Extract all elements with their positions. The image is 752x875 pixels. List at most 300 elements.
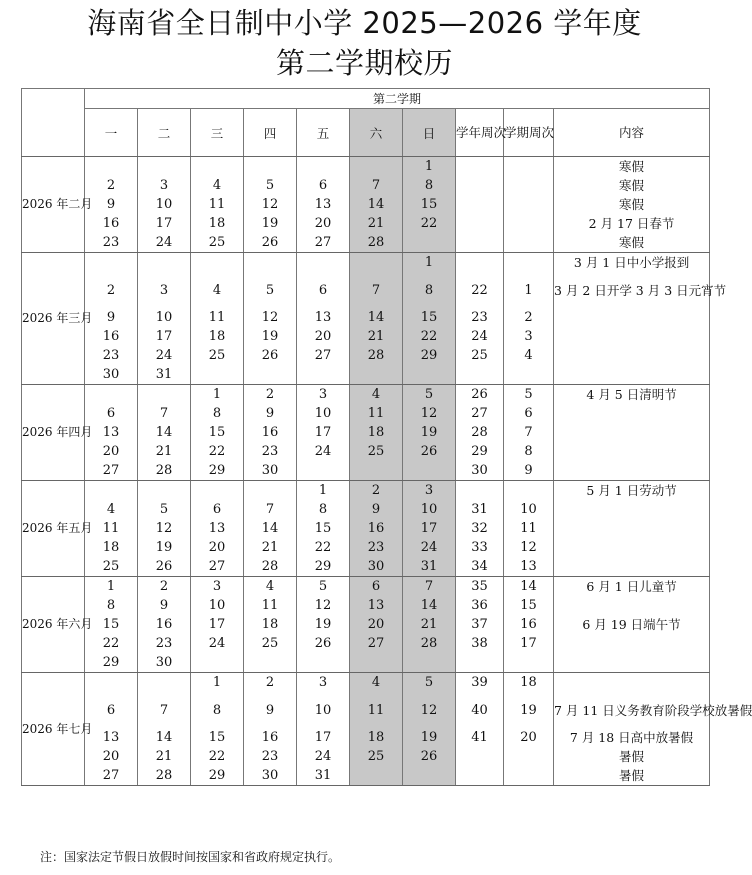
day-cell: 15 xyxy=(191,728,244,747)
term-week-cell xyxy=(504,157,554,177)
term-week-cell: 10 xyxy=(504,500,554,519)
day-cell: 28 xyxy=(350,346,403,365)
weekday-header: 三 xyxy=(191,109,244,157)
calendar-week-row xyxy=(22,653,710,673)
day-cell xyxy=(244,253,297,273)
term-week-cell: 19 xyxy=(504,692,554,728)
day-cell xyxy=(85,253,138,273)
day-cell: 4 xyxy=(85,500,138,519)
calendar-week-row xyxy=(22,596,710,615)
day-cell: 9 xyxy=(244,692,297,728)
day-cell: 15 xyxy=(403,195,456,214)
calendar-week-row xyxy=(22,233,710,253)
term-week-cell: 6 xyxy=(504,404,554,423)
day-cell: 28 xyxy=(138,461,191,481)
term-week-cell: 4 xyxy=(504,346,554,365)
day-cell: 22 xyxy=(403,327,456,346)
calendar-body xyxy=(22,157,752,786)
day-cell: 13 xyxy=(85,728,138,747)
day-cell: 31 xyxy=(138,365,191,385)
day-cell: 30 xyxy=(350,557,403,577)
month-label: 2026 年七月 xyxy=(22,673,85,786)
day-cell: 22 xyxy=(191,442,244,461)
day-cell xyxy=(191,253,244,273)
day-cell xyxy=(138,673,191,693)
day-cell: 25 xyxy=(191,346,244,365)
day-cell: 24 xyxy=(297,442,350,461)
day-cell: 16 xyxy=(85,327,138,346)
term-week-cell xyxy=(504,233,554,253)
term-week-cell: 15 xyxy=(504,596,554,615)
day-cell: 24 xyxy=(297,747,350,766)
day-cell: 17 xyxy=(138,327,191,346)
day-cell: 6 xyxy=(297,272,350,308)
day-cell: 18 xyxy=(350,728,403,747)
weekday-header: 一 xyxy=(85,109,138,157)
school-week-cell: 32 xyxy=(456,519,504,538)
day-cell xyxy=(191,157,244,177)
content-cell: 暑假 xyxy=(554,747,710,766)
content-cell xyxy=(554,653,710,673)
day-cell: 13 xyxy=(297,195,350,214)
day-cell: 25 xyxy=(191,233,244,253)
day-cell: 23 xyxy=(138,634,191,653)
day-cell: 28 xyxy=(244,557,297,577)
day-cell: 19 xyxy=(244,214,297,233)
day-cell: 4 xyxy=(191,272,244,308)
content-cell: 5 月 1 日劳动节 xyxy=(554,481,710,501)
calendar-week-row xyxy=(22,308,710,327)
day-cell: 20 xyxy=(350,615,403,634)
day-cell: 15 xyxy=(297,519,350,538)
day-cell xyxy=(85,673,138,693)
school-week-cell: 29 xyxy=(456,442,504,461)
day-cell: 7 xyxy=(138,404,191,423)
day-cell xyxy=(244,157,297,177)
content-cell: 6 月 1 日儿童节 xyxy=(554,577,710,597)
day-cell xyxy=(191,653,244,673)
day-cell: 29 xyxy=(85,653,138,673)
day-cell: 23 xyxy=(244,442,297,461)
day-cell: 6 xyxy=(350,577,403,597)
calendar-week-row xyxy=(22,673,710,693)
day-cell: 15 xyxy=(191,423,244,442)
term-week-cell: 9 xyxy=(504,461,554,481)
day-cell: 30 xyxy=(85,365,138,385)
school-week-cell xyxy=(456,214,504,233)
day-cell: 27 xyxy=(297,233,350,253)
day-cell xyxy=(138,157,191,177)
day-cell xyxy=(191,481,244,501)
day-cell: 1 xyxy=(191,385,244,405)
day-cell: 22 xyxy=(191,747,244,766)
day-cell xyxy=(350,461,403,481)
content-cell: 寒假 xyxy=(554,233,710,253)
day-cell xyxy=(191,365,244,385)
day-cell: 23 xyxy=(85,233,138,253)
content-cell xyxy=(554,423,710,442)
day-cell: 13 xyxy=(191,519,244,538)
day-cell: 18 xyxy=(244,615,297,634)
day-cell: 16 xyxy=(85,214,138,233)
day-cell: 17 xyxy=(138,214,191,233)
school-week-header: 学年周次 xyxy=(456,109,504,157)
day-cell: 22 xyxy=(403,214,456,233)
weekday-header: 日 xyxy=(403,109,456,157)
semester-label: 第二学期 xyxy=(85,89,710,109)
term-week-cell: 3 xyxy=(504,327,554,346)
school-week-cell: 41 xyxy=(456,728,504,747)
term-week-cell xyxy=(504,365,554,385)
weekday-header: 六 xyxy=(350,109,403,157)
school-week-cell xyxy=(456,481,504,501)
day-cell: 23 xyxy=(244,747,297,766)
day-cell: 25 xyxy=(350,442,403,461)
content-cell: 6 月 19 日端午节 xyxy=(554,615,710,634)
day-cell: 16 xyxy=(350,519,403,538)
day-cell: 3 xyxy=(138,272,191,308)
day-cell: 2 xyxy=(85,176,138,195)
day-cell: 21 xyxy=(138,442,191,461)
term-week-header: 学期周次 xyxy=(504,109,554,157)
day-cell xyxy=(85,385,138,405)
calendar-week-row xyxy=(22,385,710,405)
term-week-cell xyxy=(504,253,554,273)
day-cell: 14 xyxy=(244,519,297,538)
day-cell: 26 xyxy=(138,557,191,577)
content-cell xyxy=(554,461,710,481)
school-week-cell: 38 xyxy=(456,634,504,653)
term-week-cell xyxy=(504,195,554,214)
day-cell: 26 xyxy=(244,233,297,253)
school-week-cell: 25 xyxy=(456,346,504,365)
school-week-cell: 27 xyxy=(456,404,504,423)
day-cell: 1 xyxy=(403,157,456,177)
term-week-cell xyxy=(504,766,554,786)
day-cell: 6 xyxy=(85,404,138,423)
content-cell xyxy=(554,346,710,365)
content-cell xyxy=(554,327,710,346)
day-cell: 5 xyxy=(403,673,456,693)
calendar-week-row xyxy=(22,327,710,346)
day-cell: 27 xyxy=(85,766,138,786)
content-cell: 寒假 xyxy=(554,176,710,195)
term-week-cell: 20 xyxy=(504,728,554,747)
term-week-cell: 18 xyxy=(504,673,554,693)
day-cell: 13 xyxy=(297,308,350,327)
day-cell: 13 xyxy=(85,423,138,442)
term-week-cell xyxy=(504,176,554,195)
day-cell: 8 xyxy=(403,272,456,308)
term-week-cell xyxy=(504,214,554,233)
day-cell: 11 xyxy=(85,519,138,538)
content-cell: 3 月 2 日开学 3 月 3 日元宵节 xyxy=(554,272,710,308)
day-cell: 26 xyxy=(297,634,350,653)
day-cell: 21 xyxy=(350,214,403,233)
school-week-cell: 34 xyxy=(456,557,504,577)
day-cell: 18 xyxy=(350,423,403,442)
day-cell: 19 xyxy=(403,728,456,747)
day-cell: 14 xyxy=(350,195,403,214)
day-cell: 7 xyxy=(244,500,297,519)
day-cell: 3 xyxy=(297,385,350,405)
day-cell xyxy=(138,253,191,273)
day-cell: 3 xyxy=(297,673,350,693)
calendar-week-row xyxy=(22,538,710,557)
day-cell: 27 xyxy=(85,461,138,481)
day-cell: 9 xyxy=(85,195,138,214)
day-cell: 24 xyxy=(138,346,191,365)
day-cell: 1 xyxy=(85,577,138,597)
content-cell xyxy=(554,557,710,577)
day-cell: 11 xyxy=(244,596,297,615)
day-cell: 16 xyxy=(138,615,191,634)
day-cell: 14 xyxy=(350,308,403,327)
day-cell xyxy=(244,365,297,385)
school-week-cell xyxy=(456,233,504,253)
day-cell xyxy=(297,461,350,481)
calendar-week-row xyxy=(22,766,710,786)
footnote: 注：国家法定节假日放假时间按国家和省政府规定执行。 xyxy=(40,850,341,864)
day-cell xyxy=(403,653,456,673)
term-week-cell xyxy=(504,747,554,766)
month-label: 2026 年四月 xyxy=(22,385,85,481)
calendar-week-row xyxy=(22,461,710,481)
day-cell: 17 xyxy=(297,728,350,747)
school-week-cell xyxy=(456,766,504,786)
calendar-week-row xyxy=(22,253,710,273)
day-cell: 20 xyxy=(85,747,138,766)
calendar-week-row xyxy=(22,404,710,423)
day-cell: 22 xyxy=(297,538,350,557)
day-cell xyxy=(297,253,350,273)
day-cell: 2 xyxy=(350,481,403,501)
content-cell: 寒假 xyxy=(554,195,710,214)
day-cell: 9 xyxy=(244,404,297,423)
calendar-week-row xyxy=(22,272,710,308)
day-cell: 18 xyxy=(85,538,138,557)
day-cell: 29 xyxy=(297,557,350,577)
calendar-week-row xyxy=(22,176,710,195)
term-week-cell: 16 xyxy=(504,615,554,634)
day-cell: 27 xyxy=(350,634,403,653)
day-cell: 17 xyxy=(297,423,350,442)
day-cell: 29 xyxy=(191,461,244,481)
term-week-cell: 13 xyxy=(504,557,554,577)
day-cell: 25 xyxy=(350,747,403,766)
day-cell: 5 xyxy=(138,500,191,519)
weekday-header: 五 xyxy=(297,109,350,157)
day-cell: 4 xyxy=(191,176,244,195)
content-cell: 3 月 1 日中小学报到 xyxy=(554,253,710,273)
day-cell: 20 xyxy=(191,538,244,557)
school-week-cell: 28 xyxy=(456,423,504,442)
content-cell: 暑假 xyxy=(554,766,710,786)
day-cell: 24 xyxy=(138,233,191,253)
day-cell: 24 xyxy=(403,538,456,557)
day-cell xyxy=(403,233,456,253)
title-line-1: 海南省全日制中小学 2025—2026 学年度 xyxy=(87,6,642,40)
day-cell: 21 xyxy=(403,615,456,634)
day-cell xyxy=(403,461,456,481)
day-cell xyxy=(350,766,403,786)
school-week-cell xyxy=(456,195,504,214)
day-cell: 29 xyxy=(403,346,456,365)
day-cell: 1 xyxy=(297,481,350,501)
calendar-week-row xyxy=(22,346,710,365)
day-cell: 2 xyxy=(244,673,297,693)
term-week-cell: 11 xyxy=(504,519,554,538)
content-cell xyxy=(554,538,710,557)
school-week-cell: 23 xyxy=(456,308,504,327)
day-cell: 8 xyxy=(297,500,350,519)
school-week-cell xyxy=(456,157,504,177)
term-week-cell: 12 xyxy=(504,538,554,557)
day-cell: 5 xyxy=(244,176,297,195)
day-cell: 6 xyxy=(297,176,350,195)
content-cell xyxy=(554,500,710,519)
day-cell: 12 xyxy=(297,596,350,615)
school-week-cell: 22 xyxy=(456,272,504,308)
day-cell: 29 xyxy=(191,766,244,786)
content-cell: 7 月 11 日义务教育阶段学校放暑假 xyxy=(554,692,710,728)
day-cell: 18 xyxy=(191,214,244,233)
term-week-cell: 1 xyxy=(504,272,554,308)
day-cell: 11 xyxy=(191,308,244,327)
day-cell: 30 xyxy=(244,766,297,786)
day-cell: 14 xyxy=(138,423,191,442)
calendar-week-row xyxy=(22,728,710,747)
day-cell: 22 xyxy=(85,634,138,653)
day-cell xyxy=(403,766,456,786)
day-cell: 3 xyxy=(191,577,244,597)
calendar-week-row xyxy=(22,195,710,214)
day-cell: 12 xyxy=(244,195,297,214)
day-cell: 27 xyxy=(191,557,244,577)
month-label: 2026 年三月 xyxy=(22,253,85,385)
day-cell: 17 xyxy=(403,519,456,538)
day-cell: 10 xyxy=(138,195,191,214)
content-cell xyxy=(554,673,710,693)
month-label: 2026 年二月 xyxy=(22,157,85,253)
day-cell xyxy=(297,653,350,673)
content-cell xyxy=(554,519,710,538)
day-cell: 26 xyxy=(403,747,456,766)
day-cell xyxy=(297,365,350,385)
day-cell: 14 xyxy=(403,596,456,615)
day-cell: 26 xyxy=(403,442,456,461)
day-cell: 7 xyxy=(350,176,403,195)
day-cell: 25 xyxy=(85,557,138,577)
day-cell: 15 xyxy=(85,615,138,634)
calendar-week-row xyxy=(22,500,710,519)
day-cell: 20 xyxy=(85,442,138,461)
term-week-cell: 5 xyxy=(504,385,554,405)
day-cell: 31 xyxy=(297,766,350,786)
term-week-cell: 17 xyxy=(504,634,554,653)
day-cell: 11 xyxy=(191,195,244,214)
day-cell: 21 xyxy=(350,327,403,346)
calendar-week-row xyxy=(22,634,710,653)
calendar-week-row xyxy=(22,615,710,634)
day-cell: 12 xyxy=(403,692,456,728)
school-week-cell: 40 xyxy=(456,692,504,728)
school-week-cell: 39 xyxy=(456,673,504,693)
day-cell: 5 xyxy=(297,577,350,597)
school-week-cell xyxy=(456,176,504,195)
school-calendar-table xyxy=(21,88,752,786)
day-cell xyxy=(403,365,456,385)
calendar-week-row xyxy=(22,557,710,577)
calendar-week-row xyxy=(22,481,710,501)
day-cell: 28 xyxy=(403,634,456,653)
day-cell: 27 xyxy=(297,346,350,365)
day-cell: 4 xyxy=(350,385,403,405)
day-cell: 20 xyxy=(297,214,350,233)
day-cell: 13 xyxy=(350,596,403,615)
school-week-cell: 33 xyxy=(456,538,504,557)
day-cell: 1 xyxy=(191,673,244,693)
content-cell xyxy=(554,404,710,423)
day-cell xyxy=(350,157,403,177)
calendar-week-row xyxy=(22,157,710,177)
day-cell: 5 xyxy=(403,385,456,405)
title-line-2: 第二学期校历 xyxy=(275,46,453,80)
day-cell xyxy=(244,653,297,673)
content-cell: 寒假 xyxy=(554,157,710,177)
day-cell xyxy=(350,253,403,273)
school-week-cell xyxy=(456,253,504,273)
school-week-cell: 26 xyxy=(456,385,504,405)
term-week-cell xyxy=(504,653,554,673)
term-week-cell xyxy=(504,481,554,501)
day-cell: 19 xyxy=(297,615,350,634)
day-cell: 18 xyxy=(191,327,244,346)
school-week-cell: 30 xyxy=(456,461,504,481)
day-cell: 19 xyxy=(138,538,191,557)
day-cell: 5 xyxy=(244,272,297,308)
day-cell: 16 xyxy=(244,423,297,442)
calendar-week-row xyxy=(22,577,710,597)
day-cell: 8 xyxy=(191,404,244,423)
day-cell: 2 xyxy=(85,272,138,308)
calendar-week-row xyxy=(22,423,710,442)
content-header: 内容 xyxy=(554,109,710,157)
day-cell: 12 xyxy=(244,308,297,327)
day-cell: 10 xyxy=(403,500,456,519)
day-cell: 11 xyxy=(350,692,403,728)
day-cell xyxy=(350,365,403,385)
day-cell: 8 xyxy=(403,176,456,195)
day-cell: 6 xyxy=(85,692,138,728)
term-week-cell: 2 xyxy=(504,308,554,327)
day-cell: 23 xyxy=(85,346,138,365)
school-week-cell: 36 xyxy=(456,596,504,615)
content-cell xyxy=(554,634,710,653)
day-cell: 8 xyxy=(191,692,244,728)
school-week-cell xyxy=(456,365,504,385)
day-cell: 9 xyxy=(138,596,191,615)
day-cell xyxy=(244,481,297,501)
term-week-cell: 7 xyxy=(504,423,554,442)
calendar-week-row xyxy=(22,442,710,461)
school-week-cell: 24 xyxy=(456,327,504,346)
day-cell: 23 xyxy=(350,538,403,557)
weekday-header: 二 xyxy=(138,109,191,157)
day-cell: 9 xyxy=(350,500,403,519)
school-week-cell: 37 xyxy=(456,615,504,634)
calendar-week-row xyxy=(22,214,710,233)
